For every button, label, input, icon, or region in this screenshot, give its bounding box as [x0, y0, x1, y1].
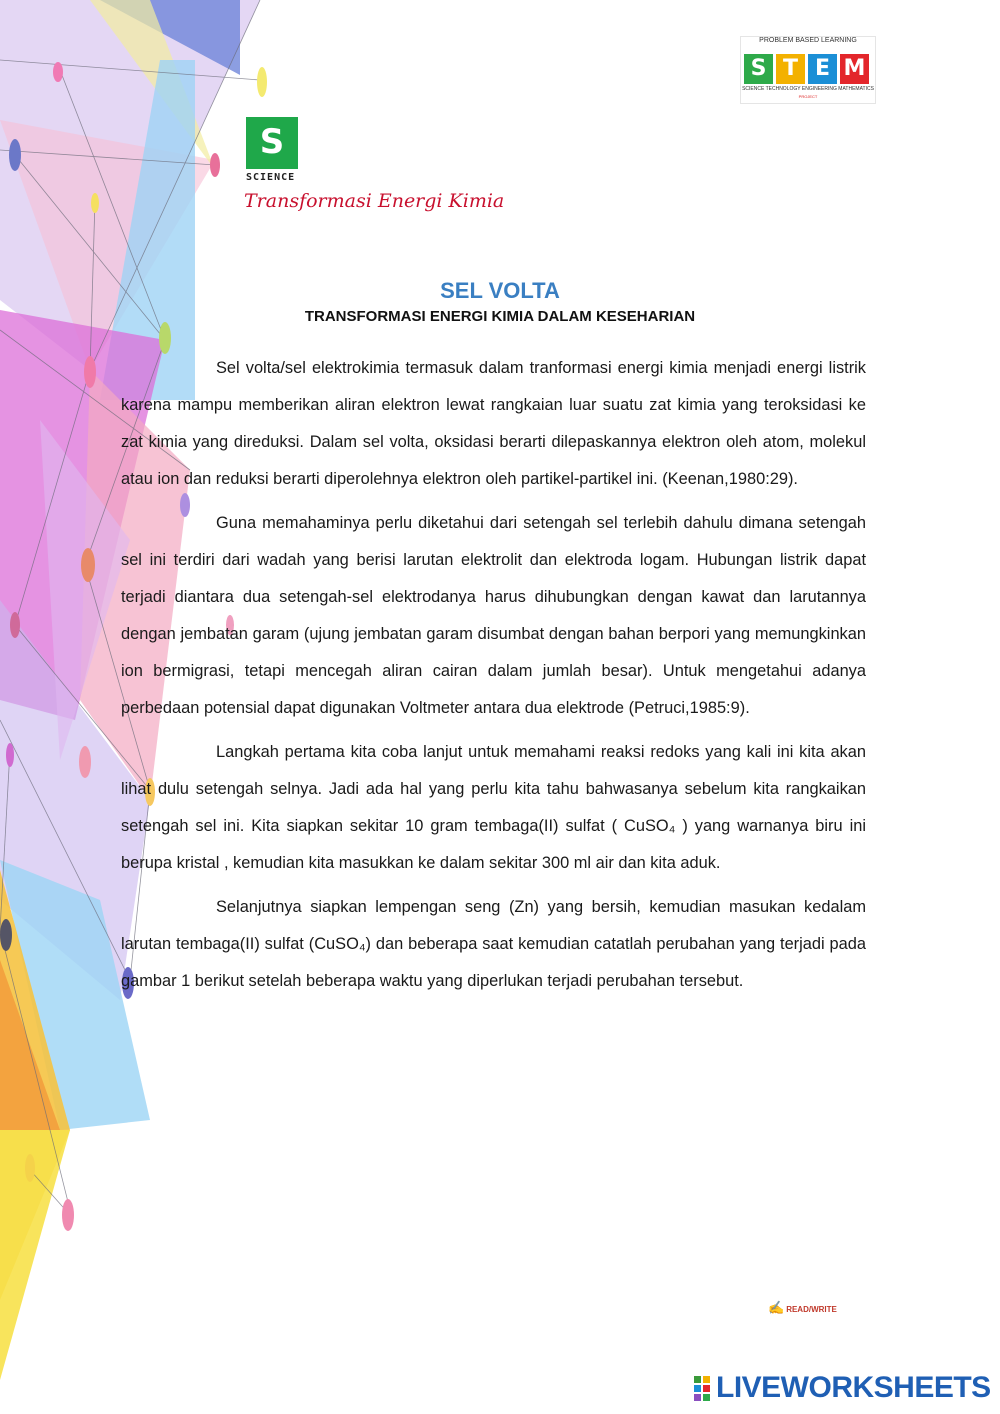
readwrite-label: READ/WRITE	[786, 1305, 837, 1314]
stem-caption: PROBLEM BASED LEARNING	[759, 37, 857, 44]
body-text	[121, 350, 866, 1007]
science-label: SCIENCE	[246, 172, 296, 183]
paragraph: Selanjutnya siapkan lempengan seng (Zn) yang bersih, kemudian masukan kedalam larutan tembaga(II) sulfat (CuSO₄) dan beberapa saat kemudian catatlah perubahan yang terjadi pada gambar 1 berikut setelah beberapa waktu yang diperlukan terjadi perubahan tersebut.	[121, 898, 866, 990]
page-subtitle: TRANSFORMASI ENERGI KIMIA DALAM KESEHARIAN	[304, 308, 696, 325]
paragraph: Guna memahaminya perlu diketahui dari setengah sel terlebih dahulu dimana setengah sel ini terdiri dari wadah yang berisi larutan elektrolit dan elektroda logam. Hubungan listrik dapat terjadi diantara dua setengah-sel elektrodanya harus dihubungkan dengan kawat dan larutannya dengan jembatan garam (ujung jembatan garam disumbat dengan bahan berpori yang memungkinkan ion bermigrasi, tetapi mencegah aliran cairan dalam jumlah besar). Untuk mengetahui adanya perbedaan potensial dapat digunakan Voltmeter antara dua elektrode (Petruci,1985:9).	[121, 514, 866, 717]
readwrite-mark	[768, 1300, 837, 1316]
stem-letter-e: E	[808, 54, 837, 84]
pen-icon: ✍	[768, 1300, 785, 1315]
paragraph: Langkah pertama kita coba lanjut untuk memahami reaksi redoks yang kali ini kita akan lihat dulu setengah selnya. Jadi ada hal yang perlu kita tahu bahwasanya sebelum kita rangkaikan setengah sel ini. Kita siapkan sekitar 10 gram tembaga(II) sulfat ( CuSO₄ ) yang warnanya biru ini berupa kristal , kemudian kita masukkan ke dalam sekitar 300 ml air dan kita aduk.	[121, 743, 866, 872]
science-script-title: Transformasi Energi Kimia	[244, 190, 505, 212]
paragraph: Sel volta/sel elektrokimia termasuk dalam tranformasi energi kimia menjadi energi listrik karena mampu memberikan aliran elektron lewat rangkaian luar suatu zat kimia yang teroksidasi ke zat kimia yang direduksi. Dalam sel volta, oksidasi berarti dilepaskannya elektron oleh atom, molekul atau ion dan reduksi berarti diperolehnya elektron oleh partikel-partikel ini. (Keenan,1980:29).	[121, 359, 866, 488]
science-badge: S	[246, 117, 298, 169]
stem-logo	[740, 36, 876, 104]
stem-letter-t: T	[776, 54, 805, 84]
liveworksheets-blocks-icon	[694, 1376, 712, 1402]
liveworksheets-brand: LIVEWORKSHEETS	[716, 1371, 991, 1404]
stem-subtitle: SCIENCE TECHNOLOGY ENGINEERING MATHEMATICS	[742, 86, 874, 92]
page-title: SEL VOLTA	[440, 278, 560, 303]
stem-tiny-label: PROJECT	[798, 94, 818, 99]
stem-letter-m: M	[840, 54, 869, 84]
stem-letter-s: S	[744, 54, 773, 84]
